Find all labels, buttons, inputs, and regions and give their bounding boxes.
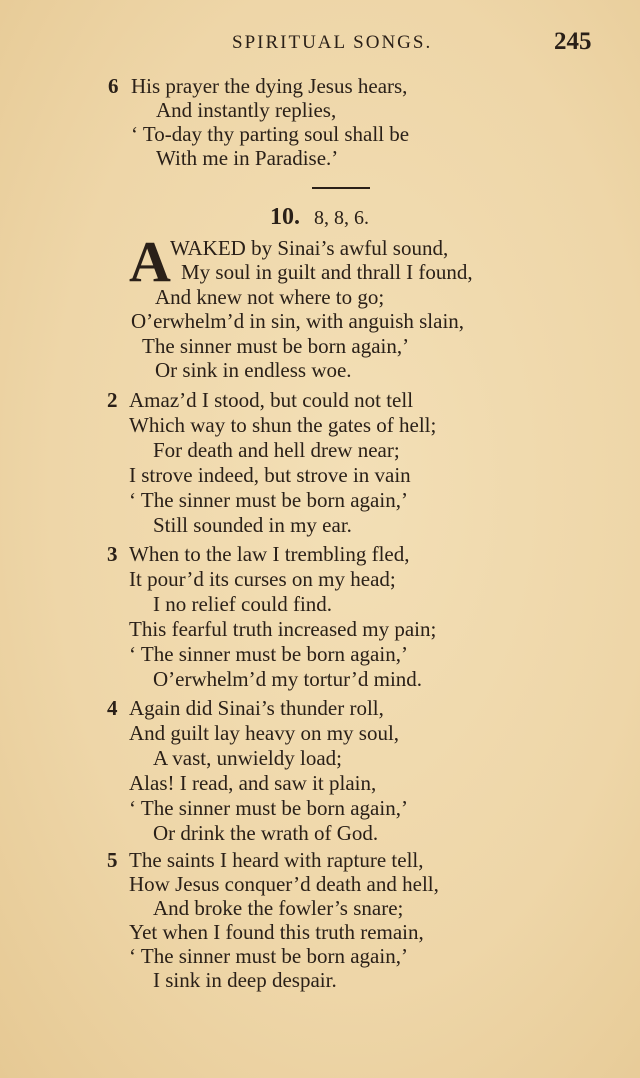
drop-cap: A [129, 229, 171, 294]
verse-line: It pour’d its curses on my head; [129, 567, 396, 591]
verse-line: Again did Sinai’s thunder roll, [129, 696, 384, 720]
verse-line: I strove indeed, but strove in vain [129, 463, 411, 487]
verse-line: Or drink the wrath of God. [153, 821, 379, 845]
verse-line: I no relief could find. [153, 592, 333, 616]
stanza-number: 2 [107, 388, 118, 412]
verse-line: The sinner must be born again,’ [142, 334, 410, 358]
stanza-number: 3 [107, 542, 118, 566]
verse-line: ‘ The sinner must be born again,’ [129, 796, 408, 820]
verse-line: Which way to shun the gates of hell; [129, 413, 437, 437]
verse-line: Still sounded in my ear. [153, 513, 352, 537]
verse-line: And guilt lay heavy on my soul, [129, 721, 400, 745]
stanza-number: 4 [107, 696, 118, 720]
verse-line: His prayer the dying Jesus hears, [131, 74, 408, 98]
verse-line: The saints I heard with rapture tell, [129, 848, 424, 872]
hymn-meter: 8, 8, 6. [314, 207, 369, 229]
verse-line: O’erwhelm’d in sin, with anguish slain, [131, 309, 465, 333]
verse-line: And knew not where to go; [155, 285, 385, 309]
verse-line: I sink in deep despair. [153, 968, 337, 992]
verse-line: With me in Paradise.’ [156, 146, 339, 170]
page-header [0, 30, 640, 60]
page-number: 245 [554, 28, 592, 55]
verse-line: Alas! I read, and saw it plain, [129, 771, 377, 795]
verse-line: For death and hell drew near; [153, 438, 400, 462]
hymn-number: 10. [270, 204, 300, 230]
stanza-number: 6 [108, 74, 119, 98]
verse-line: My soul in guilt and thrall I found, [181, 260, 473, 284]
verse-line: And instantly replies, [156, 98, 337, 122]
verse-line: ‘ The sinner must be born again,’ [129, 488, 408, 512]
verse-line: How Jesus conquer’d death and hell, [129, 872, 439, 896]
verse-line: ‘ To-day thy parting soul shall be [131, 122, 410, 146]
stanza-number: 5 [107, 848, 118, 872]
verse-line: Yet when I found this truth remain, [129, 920, 424, 944]
verse-line: Amaz’d I stood, but could not tell [129, 388, 414, 412]
verse-line: A vast, unwieldy load; [153, 746, 342, 770]
verse-line: Or sink in endless woe. [155, 358, 352, 382]
verse-line: When to the law I trembling fled, [129, 542, 410, 566]
running-head: SPIRITUAL SONGS. [232, 32, 433, 53]
verse-line: This fearful truth increased my pain; [129, 617, 437, 641]
hymn-heading [270, 204, 369, 231]
verse-line: O’erwhelm’d my tortur’d mind. [153, 667, 423, 691]
verse-line: ‘ The sinner must be born again,’ [129, 642, 408, 666]
verse-line: And broke the fowler’s snare; [153, 896, 404, 920]
section-divider [312, 187, 370, 189]
verse-line: ‘ The sinner must be born again,’ [129, 944, 408, 968]
verse-line: WAKED by Sinai’s awful sound, [170, 236, 449, 260]
